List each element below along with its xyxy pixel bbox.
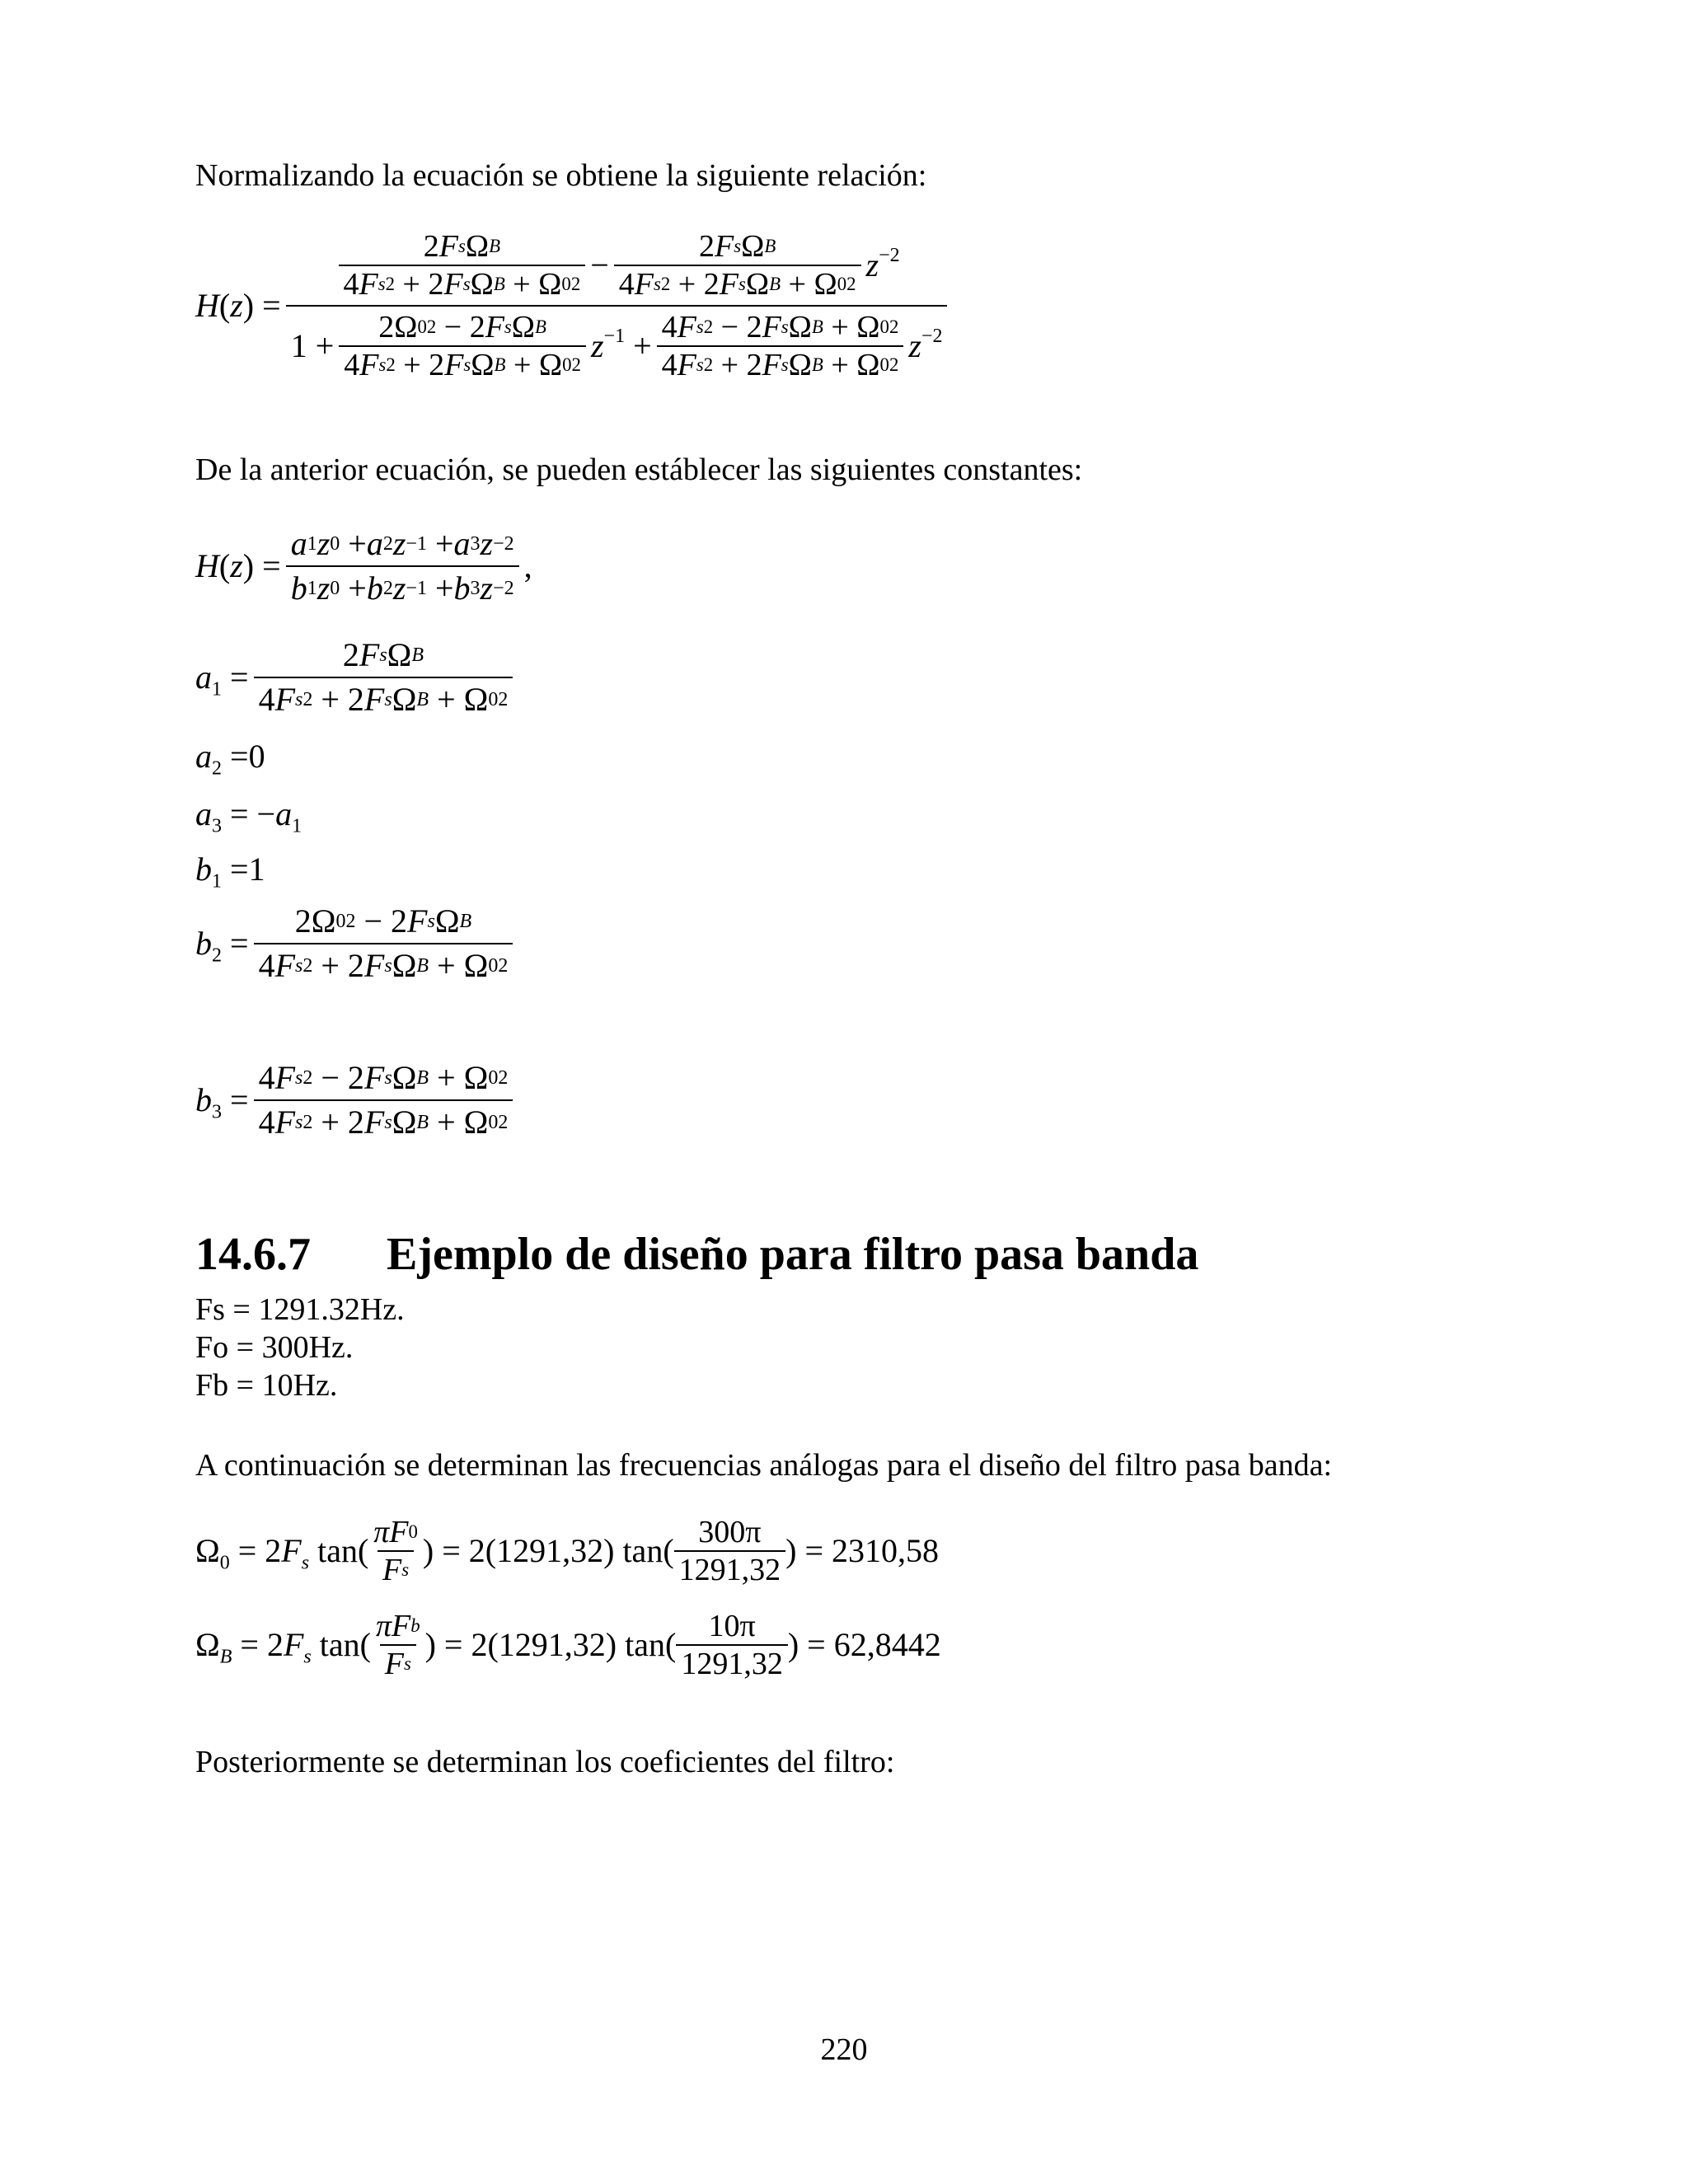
analog-paragraph: A continuación se determinan las frecuencias análogas para el diseño del filtro pasa banda:: [195, 1448, 1333, 1483]
omegab-fs: 1291,32: [498, 1626, 606, 1663]
hz-general-equation: H(z) = a 1 z 0 + a 2 z −1 + a 3 z −2 b 1 z 0 + b 2 z −1 + b 3 z −2 ,: [195, 525, 532, 607]
section-heading: [195, 1228, 1198, 1281]
section-number: 14.6.7: [195, 1229, 311, 1280]
constants-paragraph: De la anterior ecuación, se pueden estáblecer las siguientes constantes:: [195, 452, 1083, 487]
parameter-fb: Fb = 10Hz.: [195, 1368, 338, 1403]
omegab-value: 62,8442: [833, 1626, 941, 1663]
b3-equation: $b_3$ = 4 F s 2 − 2 F s Ω B + Ω 0 2 4 F s 2 + 2 F s Ω B + Ω 0 2: [195, 1062, 518, 1139]
b2-equation: $b_2$ = 2Ω 0 2 − 2 F s Ω B 4 F s 2 + 2 F s Ω B + Ω 0 2: [195, 905, 518, 982]
b1-equation: $b_1$ = 1: [195, 851, 265, 893]
intro-paragraph: Normalizando la ecuación se obtiene la siguiente relación:: [195, 158, 927, 193]
omega0-value: 2310,58: [832, 1532, 940, 1569]
a3-equation: $a_3 = -a_1$: [195, 795, 302, 837]
omegab-arg-den: 1291,32: [676, 1644, 788, 1680]
a2-value: 0: [248, 738, 265, 775]
a2-equation: $a_2$ = 0: [195, 738, 265, 780]
hz-main-fraction: 2 F s Ω B 4 F s 2 + 2 F s Ω B + Ω 0 2 − 2 F s Ω B 4 F s 2 + 2 F s Ω B + Ω 0 2 $z^{-2}$ 1 + 2Ω 0 2 − 2 F s Ω B 4 F s 2 + 2 F s Ω B + Ω 0 2 $z^{-1}$ + 4 F s 2 − 2 F s Ω B + Ω 0 2 4 F s 2 + 2 F s Ω B + Ω 0 2 $z^{-2}$: [286, 231, 948, 381]
coefficients-paragraph: Posteriormente se determinan los coeficientes del filtro:: [195, 1745, 895, 1779]
omegab-equation: $\Omega_B = 2F_s$ tan( πF b F s ) = 2( 1291,32 ) tan( $\frac{10\pi}{1291,32}$ ) = 62,8442: [195, 1609, 941, 1681]
b1-value: 1: [248, 851, 265, 888]
page-number: 220: [820, 2032, 868, 2067]
a1-equation: $a_1$ = 2 F s Ω B 4 F s 2 + 2 F s Ω B + Ω 0 2: [195, 639, 518, 716]
parameter-fo: Fo = 300Hz.: [195, 1330, 354, 1365]
omega0-fs: 1291,32: [496, 1532, 604, 1569]
section-title: Ejemplo de diseño para filtro pasa banda: [387, 1229, 1199, 1280]
omega0-arg-den: 1291,32: [674, 1550, 786, 1586]
parameters-list: [195, 1291, 405, 1404]
omegab-arg-num: 10π: [708, 1609, 756, 1643]
parameter-fs: Fs = 1291.32Hz.: [195, 1292, 405, 1327]
normalized-hz-equation: H(z) = 2 F s Ω B 4 F s 2 + 2 F s Ω B + Ω 0 2 − 2 F s Ω B 4 F s 2 + 2 F s Ω B + Ω 0 2 $z^{-2}$ 1 + 2Ω 0 2 − 2 F s Ω B 4 F s 2 + 2 F s Ω B + Ω 0 2 $z^{-1}$ + 4 F s 2 − 2 F s Ω B + Ω 0 2 4 F s 2 + 2 F s Ω B + Ω 0 2 $z^{-2}$: [195, 231, 952, 381]
omega0-equation: $\Omega_0 = 2F_s$ tan( πF 0 F s ) = 2( 1291,32 ) tan( $\frac{300\pi}{1291,32}$ ) = 2310,58: [195, 1515, 940, 1587]
omega0-arg-num: 300π: [698, 1515, 762, 1549]
